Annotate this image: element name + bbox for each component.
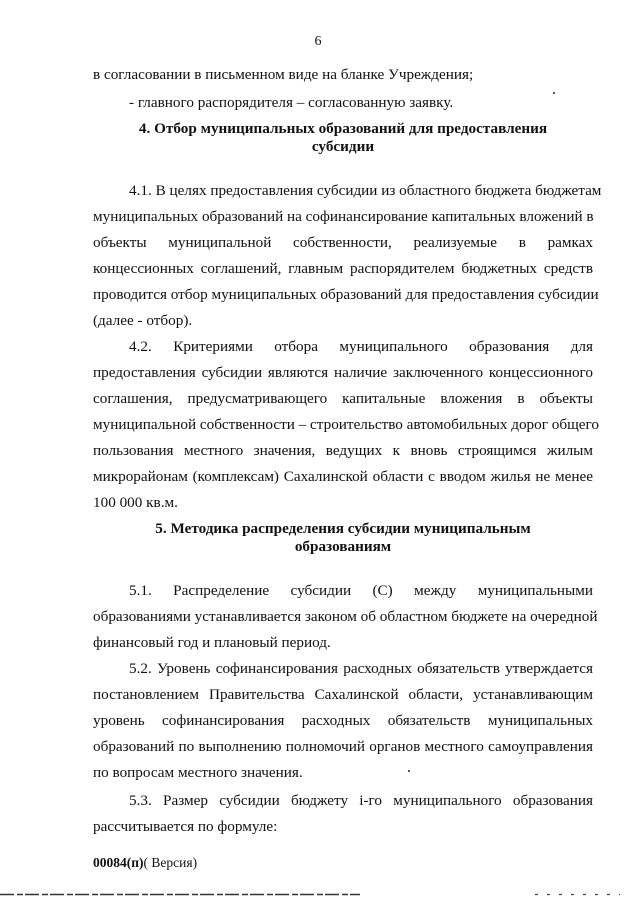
section-5-heading: 5. Методика распределения субсидии муниципальным [155,520,531,537]
paragraph-5-3-line: рассчитывается по формуле: [93,818,278,835]
paragraph-4-1-line: объекты муниципальной собственности, реализуемые в рамках [93,234,593,251]
scan-speck [553,92,555,94]
paragraph-4-2-line: соглашения, предусматривающего капитальные вложения в объекты [93,390,593,407]
text-line: - главного распорядителя – согласованную заявку. [129,94,454,111]
paragraph-4-1-line: муниципальных образований на софинансирование капитальных вложений в [93,208,594,225]
section-4-heading-cont: субсидии [311,138,375,155]
text-line: в согласовании в письменном виде на бланке Учреждения; [93,66,474,83]
paragraph-5-1-line: 5.1. Распределение субсидии (С) между муниципальными [129,582,593,599]
scan-edge-line [0,893,636,896]
paragraph-5-2-line: по вопросам местного значения. [93,764,303,781]
paragraph-4-2-line: муниципальной собственности – строительство автомобильных дорог общего [93,416,599,433]
paragraph-4-2-line: 4.2. Критериями отбора муниципального образования для [129,338,593,355]
paragraph-4-1-line: 4.1. В целях предоставления субсидии из областного бюджета бюджетам [129,182,602,199]
paragraph-4-2-line: микрорайонам (комплексам) Сахалинской области с вводом жилья не менее [93,468,593,485]
scan-speck [408,770,410,772]
page-number: 6 [314,34,322,49]
paragraph-4-1-line: (далее - отбор). [93,312,193,329]
paragraph-5-3-line: 5.3. Размер субсидии бюджету i-го муниципального образования [129,792,593,809]
paragraph-5-1-line: финансовый год и плановый период. [93,634,331,651]
paragraph-5-2-line: образований по выполнению полномочий органов местного самоуправления [93,738,593,755]
paragraph-5-2-line: уровень софинансирования расходных обязательств муниципальных [93,712,593,729]
paragraph-4-1-line: проводится отбор муниципальных образований для предоставления субсидии [93,286,599,303]
paragraph-4-2-line: предоставления субсидии являются наличие заключенного концессионного [93,364,593,381]
section-5-heading-cont: образованиям [294,538,392,555]
paragraph-4-2-line: пользования местного значения, ведущих к вновь строящимся жилым [93,442,593,459]
document-footer [93,855,197,871]
paragraph-4-2-line: 100 000 кв.м. [93,494,178,511]
footer-code: 00084(п) [93,855,144,870]
paragraph-5-1-line: образованиями устанавливается законом об областном бюджете на очередной [93,608,598,625]
paragraph-5-2-line: 5.2. Уровень софинансирования расходных обязательств утверждается [129,660,593,677]
paragraph-5-2-line: постановлением Правительства Сахалинской области, устанавливающим [93,686,593,703]
footer-version: ( Версия) [143,855,198,870]
paragraph-4-1-line: концессионных соглашений, главным распорядителем бюджетных средств [93,260,593,277]
section-4-heading: 4. Отбор муниципальных образований для предоставления [138,120,548,137]
